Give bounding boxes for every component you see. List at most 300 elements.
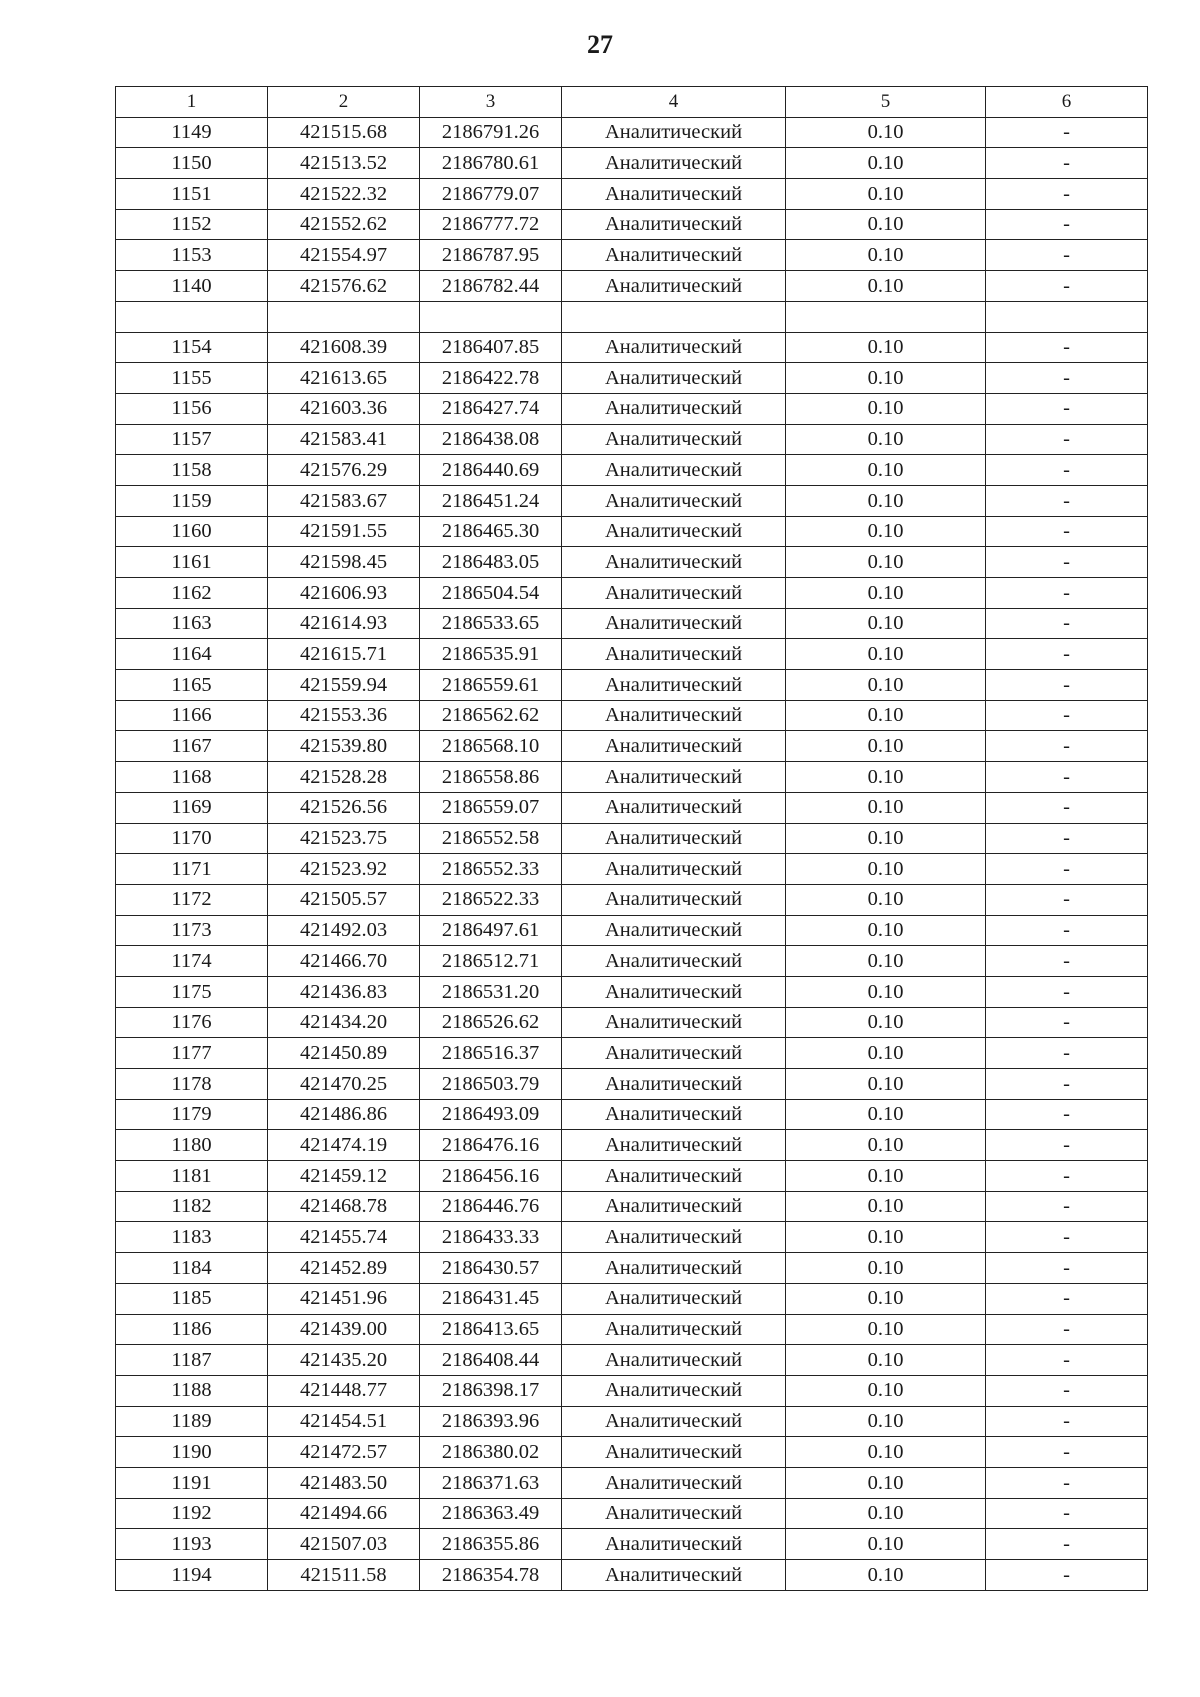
x-coordinate-cell: 421615.71 bbox=[268, 639, 420, 670]
note-cell: - bbox=[986, 1007, 1148, 1038]
method-cell: Аналитический bbox=[562, 1560, 786, 1591]
point-number-cell: 1162 bbox=[116, 578, 268, 609]
method-cell bbox=[562, 301, 786, 332]
x-coordinate-cell: 421435.20 bbox=[268, 1345, 420, 1376]
accuracy-cell: 0.10 bbox=[786, 700, 986, 731]
point-number-cell: 1171 bbox=[116, 854, 268, 885]
column-header: 2 bbox=[268, 87, 420, 118]
point-number-cell: 1194 bbox=[116, 1560, 268, 1591]
note-cell: - bbox=[986, 884, 1148, 915]
point-number-cell: 1156 bbox=[116, 393, 268, 424]
point-number-cell: 1175 bbox=[116, 976, 268, 1007]
x-coordinate-cell: 421450.89 bbox=[268, 1038, 420, 1069]
x-coordinate-cell: 421522.32 bbox=[268, 179, 420, 210]
y-coordinate-cell: 2186408.44 bbox=[420, 1345, 562, 1376]
point-number-cell: 1179 bbox=[116, 1099, 268, 1130]
y-coordinate-cell: 2186354.78 bbox=[420, 1560, 562, 1591]
y-coordinate-cell: 2186446.76 bbox=[420, 1191, 562, 1222]
y-coordinate-cell: 2186427.74 bbox=[420, 393, 562, 424]
table-row bbox=[116, 1007, 1148, 1038]
x-coordinate-cell: 421526.56 bbox=[268, 792, 420, 823]
table-row bbox=[116, 700, 1148, 731]
table-row bbox=[116, 1099, 1148, 1130]
point-number-cell: 1182 bbox=[116, 1191, 268, 1222]
point-number-cell: 1165 bbox=[116, 670, 268, 701]
x-coordinate-cell: 421608.39 bbox=[268, 332, 420, 363]
table-body bbox=[116, 87, 1148, 1591]
point-number-cell: 1190 bbox=[116, 1437, 268, 1468]
note-cell: - bbox=[986, 1283, 1148, 1314]
point-number-cell: 1169 bbox=[116, 792, 268, 823]
x-coordinate-cell: 421468.78 bbox=[268, 1191, 420, 1222]
note-cell: - bbox=[986, 363, 1148, 394]
accuracy-cell: 0.10 bbox=[786, 424, 986, 455]
point-number-cell: 1166 bbox=[116, 700, 268, 731]
accuracy-cell: 0.10 bbox=[786, 1345, 986, 1376]
accuracy-cell: 0.10 bbox=[786, 1099, 986, 1130]
table-row bbox=[116, 1191, 1148, 1222]
column-header: 3 bbox=[420, 87, 562, 118]
method-cell: Аналитический bbox=[562, 1099, 786, 1130]
x-coordinate-cell: 421511.58 bbox=[268, 1560, 420, 1591]
method-cell: Аналитический bbox=[562, 1007, 786, 1038]
note-cell: - bbox=[986, 455, 1148, 486]
point-number-cell: 1140 bbox=[116, 271, 268, 302]
accuracy-cell: 0.10 bbox=[786, 271, 986, 302]
point-number-cell: 1189 bbox=[116, 1406, 268, 1437]
y-coordinate-cell: 2186777.72 bbox=[420, 209, 562, 240]
method-cell: Аналитический bbox=[562, 117, 786, 148]
y-coordinate-cell: 2186791.26 bbox=[420, 117, 562, 148]
accuracy-cell: 0.10 bbox=[786, 1130, 986, 1161]
accuracy-cell: 0.10 bbox=[786, 1069, 986, 1100]
point-number-cell: 1173 bbox=[116, 915, 268, 946]
table-row bbox=[116, 1161, 1148, 1192]
y-coordinate-cell: 2186552.33 bbox=[420, 854, 562, 885]
point-number-cell: 1150 bbox=[116, 148, 268, 179]
method-cell: Аналитический bbox=[562, 1161, 786, 1192]
y-coordinate-cell: 2186451.24 bbox=[420, 485, 562, 516]
note-cell: - bbox=[986, 1161, 1148, 1192]
table-row bbox=[116, 1406, 1148, 1437]
column-header: 4 bbox=[562, 87, 786, 118]
method-cell: Аналитический bbox=[562, 271, 786, 302]
table-row bbox=[116, 179, 1148, 210]
method-cell: Аналитический bbox=[562, 1253, 786, 1284]
table-row bbox=[116, 884, 1148, 915]
x-coordinate-cell: 421598.45 bbox=[268, 547, 420, 578]
accuracy-cell: 0.10 bbox=[786, 117, 986, 148]
y-coordinate-cell: 2186393.96 bbox=[420, 1406, 562, 1437]
y-coordinate-cell: 2186483.05 bbox=[420, 547, 562, 578]
method-cell: Аналитический bbox=[562, 608, 786, 639]
y-coordinate-cell: 2186456.16 bbox=[420, 1161, 562, 1192]
method-cell: Аналитический bbox=[562, 1038, 786, 1069]
method-cell: Аналитический bbox=[562, 363, 786, 394]
column-header: 5 bbox=[786, 87, 986, 118]
x-coordinate-cell: 421436.83 bbox=[268, 976, 420, 1007]
x-coordinate-cell: 421583.41 bbox=[268, 424, 420, 455]
point-number-cell: 1160 bbox=[116, 516, 268, 547]
note-cell: - bbox=[986, 1314, 1148, 1345]
note-cell: - bbox=[986, 1099, 1148, 1130]
table-row bbox=[116, 1314, 1148, 1345]
y-coordinate-cell: 2186433.33 bbox=[420, 1222, 562, 1253]
point-number-cell: 1188 bbox=[116, 1375, 268, 1406]
note-cell: - bbox=[986, 1406, 1148, 1437]
note-cell: - bbox=[986, 731, 1148, 762]
table-row bbox=[116, 946, 1148, 977]
note-cell: - bbox=[986, 1038, 1148, 1069]
note-cell: - bbox=[986, 854, 1148, 885]
note-cell: - bbox=[986, 1069, 1148, 1100]
method-cell: Аналитический bbox=[562, 393, 786, 424]
accuracy-cell: 0.10 bbox=[786, 1283, 986, 1314]
method-cell: Аналитический bbox=[562, 1406, 786, 1437]
table-row bbox=[116, 1253, 1148, 1284]
note-cell: - bbox=[986, 209, 1148, 240]
note-cell: - bbox=[986, 1191, 1148, 1222]
y-coordinate-cell: 2186552.58 bbox=[420, 823, 562, 854]
note-cell: - bbox=[986, 946, 1148, 977]
y-coordinate-cell: 2186497.61 bbox=[420, 915, 562, 946]
method-cell: Аналитический bbox=[562, 946, 786, 977]
table-row bbox=[116, 117, 1148, 148]
table-row bbox=[116, 792, 1148, 823]
method-cell: Аналитический bbox=[562, 578, 786, 609]
note-cell: - bbox=[986, 516, 1148, 547]
y-coordinate-cell: 2186422.78 bbox=[420, 363, 562, 394]
note-cell: - bbox=[986, 148, 1148, 179]
table-row bbox=[116, 1467, 1148, 1498]
method-cell: Аналитический bbox=[562, 884, 786, 915]
table-row bbox=[116, 578, 1148, 609]
accuracy-cell: 0.10 bbox=[786, 1222, 986, 1253]
accuracy-cell: 0.10 bbox=[786, 823, 986, 854]
table-row bbox=[116, 915, 1148, 946]
point-number-cell: 1172 bbox=[116, 884, 268, 915]
note-cell: - bbox=[986, 1560, 1148, 1591]
table-row bbox=[116, 976, 1148, 1007]
x-coordinate-cell: 421553.36 bbox=[268, 700, 420, 731]
note-cell: - bbox=[986, 670, 1148, 701]
y-coordinate-cell: 2186503.79 bbox=[420, 1069, 562, 1100]
table-row bbox=[116, 1283, 1148, 1314]
table-row bbox=[116, 424, 1148, 455]
y-coordinate-cell: 2186407.85 bbox=[420, 332, 562, 363]
note-cell: - bbox=[986, 792, 1148, 823]
note-cell: - bbox=[986, 700, 1148, 731]
x-coordinate-cell: 421505.57 bbox=[268, 884, 420, 915]
y-coordinate-cell: 2186531.20 bbox=[420, 976, 562, 1007]
accuracy-cell: 0.10 bbox=[786, 209, 986, 240]
note-cell: - bbox=[986, 1345, 1148, 1376]
accuracy-cell: 0.10 bbox=[786, 854, 986, 885]
y-coordinate-cell: 2186363.49 bbox=[420, 1498, 562, 1529]
accuracy-cell: 0.10 bbox=[786, 608, 986, 639]
x-coordinate-cell: 421466.70 bbox=[268, 946, 420, 977]
x-coordinate-cell: 421583.67 bbox=[268, 485, 420, 516]
method-cell: Аналитический bbox=[562, 1345, 786, 1376]
accuracy-cell: 0.10 bbox=[786, 240, 986, 271]
method-cell: Аналитический bbox=[562, 516, 786, 547]
y-coordinate-cell: 2186558.86 bbox=[420, 762, 562, 793]
note-cell: - bbox=[986, 762, 1148, 793]
point-number-cell: 1158 bbox=[116, 455, 268, 486]
table-row bbox=[116, 516, 1148, 547]
table-row bbox=[116, 1529, 1148, 1560]
x-coordinate-cell: 421591.55 bbox=[268, 516, 420, 547]
table-row bbox=[116, 332, 1148, 363]
point-number-cell: 1167 bbox=[116, 731, 268, 762]
method-cell: Аналитический bbox=[562, 1130, 786, 1161]
y-coordinate-cell: 2186526.62 bbox=[420, 1007, 562, 1038]
column-header: 6 bbox=[986, 87, 1148, 118]
point-number-cell: 1168 bbox=[116, 762, 268, 793]
y-coordinate-cell: 2186355.86 bbox=[420, 1529, 562, 1560]
y-coordinate-cell: 2186779.07 bbox=[420, 179, 562, 210]
method-cell: Аналитический bbox=[562, 148, 786, 179]
note-cell: - bbox=[986, 1375, 1148, 1406]
accuracy-cell: 0.10 bbox=[786, 547, 986, 578]
method-cell: Аналитический bbox=[562, 670, 786, 701]
y-coordinate-cell: 2186522.33 bbox=[420, 884, 562, 915]
y-coordinate-cell: 2186512.71 bbox=[420, 946, 562, 977]
note-cell: - bbox=[986, 179, 1148, 210]
point-number-cell: 1185 bbox=[116, 1283, 268, 1314]
accuracy-cell: 0.10 bbox=[786, 363, 986, 394]
y-coordinate-cell: 2186431.45 bbox=[420, 1283, 562, 1314]
table-row bbox=[116, 209, 1148, 240]
method-cell: Аналитический bbox=[562, 731, 786, 762]
method-cell: Аналитический bbox=[562, 700, 786, 731]
accuracy-cell bbox=[786, 301, 986, 332]
note-cell: - bbox=[986, 332, 1148, 363]
method-cell: Аналитический bbox=[562, 1283, 786, 1314]
x-coordinate-cell: 421474.19 bbox=[268, 1130, 420, 1161]
x-coordinate-cell: 421434.20 bbox=[268, 1007, 420, 1038]
point-number-cell: 1152 bbox=[116, 209, 268, 240]
accuracy-cell: 0.10 bbox=[786, 1467, 986, 1498]
x-coordinate-cell: 421606.93 bbox=[268, 578, 420, 609]
table-row bbox=[116, 1222, 1148, 1253]
x-coordinate-cell: 421439.00 bbox=[268, 1314, 420, 1345]
x-coordinate-cell: 421576.29 bbox=[268, 455, 420, 486]
y-coordinate-cell: 2186493.09 bbox=[420, 1099, 562, 1130]
table-row bbox=[116, 393, 1148, 424]
note-cell: - bbox=[986, 1222, 1148, 1253]
method-cell: Аналитический bbox=[562, 332, 786, 363]
note-cell: - bbox=[986, 547, 1148, 578]
accuracy-cell: 0.10 bbox=[786, 455, 986, 486]
point-number-cell: 1170 bbox=[116, 823, 268, 854]
y-coordinate-cell: 2186430.57 bbox=[420, 1253, 562, 1284]
point-number-cell: 1164 bbox=[116, 639, 268, 670]
note-cell: - bbox=[986, 424, 1148, 455]
accuracy-cell: 0.10 bbox=[786, 731, 986, 762]
y-coordinate-cell: 2186787.95 bbox=[420, 240, 562, 271]
accuracy-cell: 0.10 bbox=[786, 915, 986, 946]
x-coordinate-cell: 421470.25 bbox=[268, 1069, 420, 1100]
note-cell: - bbox=[986, 578, 1148, 609]
table-row bbox=[116, 547, 1148, 578]
y-coordinate-cell: 2186516.37 bbox=[420, 1038, 562, 1069]
method-cell: Аналитический bbox=[562, 976, 786, 1007]
x-coordinate-cell: 421539.80 bbox=[268, 731, 420, 762]
note-cell: - bbox=[986, 1467, 1148, 1498]
x-coordinate-cell: 421459.12 bbox=[268, 1161, 420, 1192]
y-coordinate-cell: 2186780.61 bbox=[420, 148, 562, 179]
method-cell: Аналитический bbox=[562, 639, 786, 670]
table-row bbox=[116, 762, 1148, 793]
point-number-cell: 1155 bbox=[116, 363, 268, 394]
x-coordinate-cell: 421451.96 bbox=[268, 1283, 420, 1314]
x-coordinate-cell: 421528.28 bbox=[268, 762, 420, 793]
note-cell: - bbox=[986, 1437, 1148, 1468]
method-cell: Аналитический bbox=[562, 424, 786, 455]
x-coordinate-cell: 421454.51 bbox=[268, 1406, 420, 1437]
point-number-cell bbox=[116, 301, 268, 332]
table-row bbox=[116, 1375, 1148, 1406]
method-cell: Аналитический bbox=[562, 854, 786, 885]
accuracy-cell: 0.10 bbox=[786, 516, 986, 547]
y-coordinate-cell: 2186559.61 bbox=[420, 670, 562, 701]
accuracy-cell: 0.10 bbox=[786, 639, 986, 670]
method-cell: Аналитический bbox=[562, 823, 786, 854]
method-cell: Аналитический bbox=[562, 1529, 786, 1560]
accuracy-cell: 0.10 bbox=[786, 884, 986, 915]
note-cell: - bbox=[986, 117, 1148, 148]
table-row bbox=[116, 485, 1148, 516]
point-number-cell: 1177 bbox=[116, 1038, 268, 1069]
table-row bbox=[116, 1038, 1148, 1069]
x-coordinate-cell: 421554.97 bbox=[268, 240, 420, 271]
accuracy-cell: 0.10 bbox=[786, 148, 986, 179]
note-cell: - bbox=[986, 1253, 1148, 1284]
y-coordinate-cell: 2186533.65 bbox=[420, 608, 562, 639]
accuracy-cell: 0.10 bbox=[786, 670, 986, 701]
method-cell: Аналитический bbox=[562, 455, 786, 486]
table-row bbox=[116, 1560, 1148, 1591]
accuracy-cell: 0.10 bbox=[786, 393, 986, 424]
y-coordinate-cell: 2186559.07 bbox=[420, 792, 562, 823]
accuracy-cell: 0.10 bbox=[786, 332, 986, 363]
point-number-cell: 1181 bbox=[116, 1161, 268, 1192]
table-row bbox=[116, 148, 1148, 179]
point-number-cell: 1184 bbox=[116, 1253, 268, 1284]
y-coordinate-cell: 2186465.30 bbox=[420, 516, 562, 547]
table-row bbox=[116, 731, 1148, 762]
table-row bbox=[116, 363, 1148, 394]
accuracy-cell: 0.10 bbox=[786, 792, 986, 823]
accuracy-cell: 0.10 bbox=[786, 1498, 986, 1529]
accuracy-cell: 0.10 bbox=[786, 485, 986, 516]
method-cell: Аналитический bbox=[562, 547, 786, 578]
method-cell: Аналитический bbox=[562, 1375, 786, 1406]
point-number-cell: 1161 bbox=[116, 547, 268, 578]
table-row bbox=[116, 608, 1148, 639]
table-row bbox=[116, 823, 1148, 854]
y-coordinate-cell: 2186440.69 bbox=[420, 455, 562, 486]
method-cell: Аналитический bbox=[562, 485, 786, 516]
table-header-row bbox=[116, 87, 1148, 118]
point-number-cell: 1193 bbox=[116, 1529, 268, 1560]
x-coordinate-cell bbox=[268, 301, 420, 332]
y-coordinate-cell: 2186562.62 bbox=[420, 700, 562, 731]
accuracy-cell: 0.10 bbox=[786, 976, 986, 1007]
point-number-cell: 1186 bbox=[116, 1314, 268, 1345]
note-cell: - bbox=[986, 915, 1148, 946]
accuracy-cell: 0.10 bbox=[786, 1253, 986, 1284]
y-coordinate-cell: 2186413.65 bbox=[420, 1314, 562, 1345]
method-cell: Аналитический bbox=[562, 209, 786, 240]
point-number-cell: 1153 bbox=[116, 240, 268, 271]
coordinates-table bbox=[115, 86, 1148, 1591]
accuracy-cell: 0.10 bbox=[786, 578, 986, 609]
note-cell: - bbox=[986, 639, 1148, 670]
x-coordinate-cell: 421452.89 bbox=[268, 1253, 420, 1284]
x-coordinate-cell: 421513.52 bbox=[268, 148, 420, 179]
method-cell: Аналитический bbox=[562, 915, 786, 946]
accuracy-cell: 0.10 bbox=[786, 1314, 986, 1345]
x-coordinate-cell: 421603.36 bbox=[268, 393, 420, 424]
table-row bbox=[116, 1130, 1148, 1161]
note-cell: - bbox=[986, 1529, 1148, 1560]
point-number-cell: 1191 bbox=[116, 1467, 268, 1498]
x-coordinate-cell: 421515.68 bbox=[268, 117, 420, 148]
table-row bbox=[116, 455, 1148, 486]
point-number-cell: 1159 bbox=[116, 485, 268, 516]
y-coordinate-cell: 2186568.10 bbox=[420, 731, 562, 762]
x-coordinate-cell: 421494.66 bbox=[268, 1498, 420, 1529]
note-cell: - bbox=[986, 608, 1148, 639]
method-cell: Аналитический bbox=[562, 1222, 786, 1253]
method-cell: Аналитический bbox=[562, 792, 786, 823]
column-header: 1 bbox=[116, 87, 268, 118]
y-coordinate-cell: 2186782.44 bbox=[420, 271, 562, 302]
table-row bbox=[116, 1345, 1148, 1376]
x-coordinate-cell: 421576.62 bbox=[268, 271, 420, 302]
table-row bbox=[116, 1498, 1148, 1529]
y-coordinate-cell: 2186380.02 bbox=[420, 1437, 562, 1468]
accuracy-cell: 0.10 bbox=[786, 762, 986, 793]
x-coordinate-cell: 421486.86 bbox=[268, 1099, 420, 1130]
x-coordinate-cell: 421552.62 bbox=[268, 209, 420, 240]
x-coordinate-cell: 421507.03 bbox=[268, 1529, 420, 1560]
note-cell: - bbox=[986, 393, 1148, 424]
x-coordinate-cell: 421613.65 bbox=[268, 363, 420, 394]
method-cell: Аналитический bbox=[562, 240, 786, 271]
point-number-cell: 1176 bbox=[116, 1007, 268, 1038]
note-cell: - bbox=[986, 976, 1148, 1007]
point-number-cell: 1163 bbox=[116, 608, 268, 639]
accuracy-cell: 0.10 bbox=[786, 1560, 986, 1591]
x-coordinate-cell: 421483.50 bbox=[268, 1467, 420, 1498]
y-coordinate-cell: 2186438.08 bbox=[420, 424, 562, 455]
x-coordinate-cell: 421492.03 bbox=[268, 915, 420, 946]
accuracy-cell: 0.10 bbox=[786, 1038, 986, 1069]
method-cell: Аналитический bbox=[562, 762, 786, 793]
x-coordinate-cell: 421523.92 bbox=[268, 854, 420, 885]
x-coordinate-cell: 421455.74 bbox=[268, 1222, 420, 1253]
note-cell: - bbox=[986, 823, 1148, 854]
table-row bbox=[116, 854, 1148, 885]
accuracy-cell: 0.10 bbox=[786, 1437, 986, 1468]
accuracy-cell: 0.10 bbox=[786, 1375, 986, 1406]
point-number-cell: 1183 bbox=[116, 1222, 268, 1253]
point-number-cell: 1178 bbox=[116, 1069, 268, 1100]
y-coordinate-cell: 2186398.17 bbox=[420, 1375, 562, 1406]
